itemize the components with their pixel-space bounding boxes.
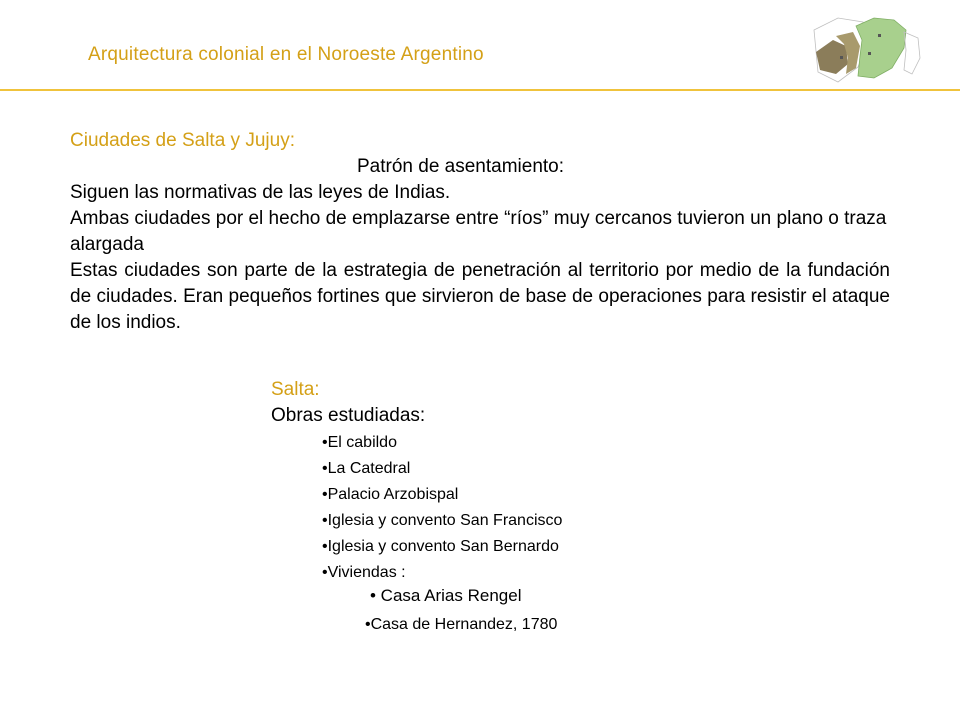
header-divider — [0, 89, 960, 91]
pattern-subheading: Patrón de asentamiento: — [357, 156, 565, 177]
list-item: •El cabildo — [322, 434, 397, 451]
cities-heading: Ciudades de Salta y Jujuy: — [70, 130, 295, 151]
list-item: •La Catedral — [322, 460, 411, 477]
list-item: •Iglesia y convento San Francisco — [322, 512, 563, 529]
region-map-image — [808, 12, 928, 92]
works-list — [322, 430, 562, 586]
list-item: •Palacio Arzobispal — [322, 486, 459, 503]
house-item: •Casa de Hernandez, 1780 — [365, 616, 558, 633]
house-item: • Casa Arias Rengel — [370, 586, 522, 605]
salta-heading: Salta: — [271, 379, 320, 400]
intro-line-2: Ambas ciudades por el hecho de emplazarse entre “ríos” muy cercanos tuvieron un plano o traza alargada — [70, 208, 887, 255]
salta-block — [271, 377, 425, 429]
slide-title: Arquitectura colonial en el Noroeste Argentino — [88, 44, 484, 65]
intro-line-1: Siguen las normativas de las leyes de Indias. — [70, 182, 451, 203]
intro-text — [70, 128, 890, 336]
intro-line-3: Estas ciudades son parte de la estrategia de penetración al territorio por medio de la fundación de ciudades. Eran pequeños fortines que sirvieron de base de operaciones para resistir el ataque de los indios. — [70, 260, 890, 333]
list-item: •Iglesia y convento San Bernardo — [322, 538, 559, 555]
list-item: •Viviendas : — [322, 564, 406, 581]
works-subheading: Obras estudiadas: — [271, 405, 426, 426]
